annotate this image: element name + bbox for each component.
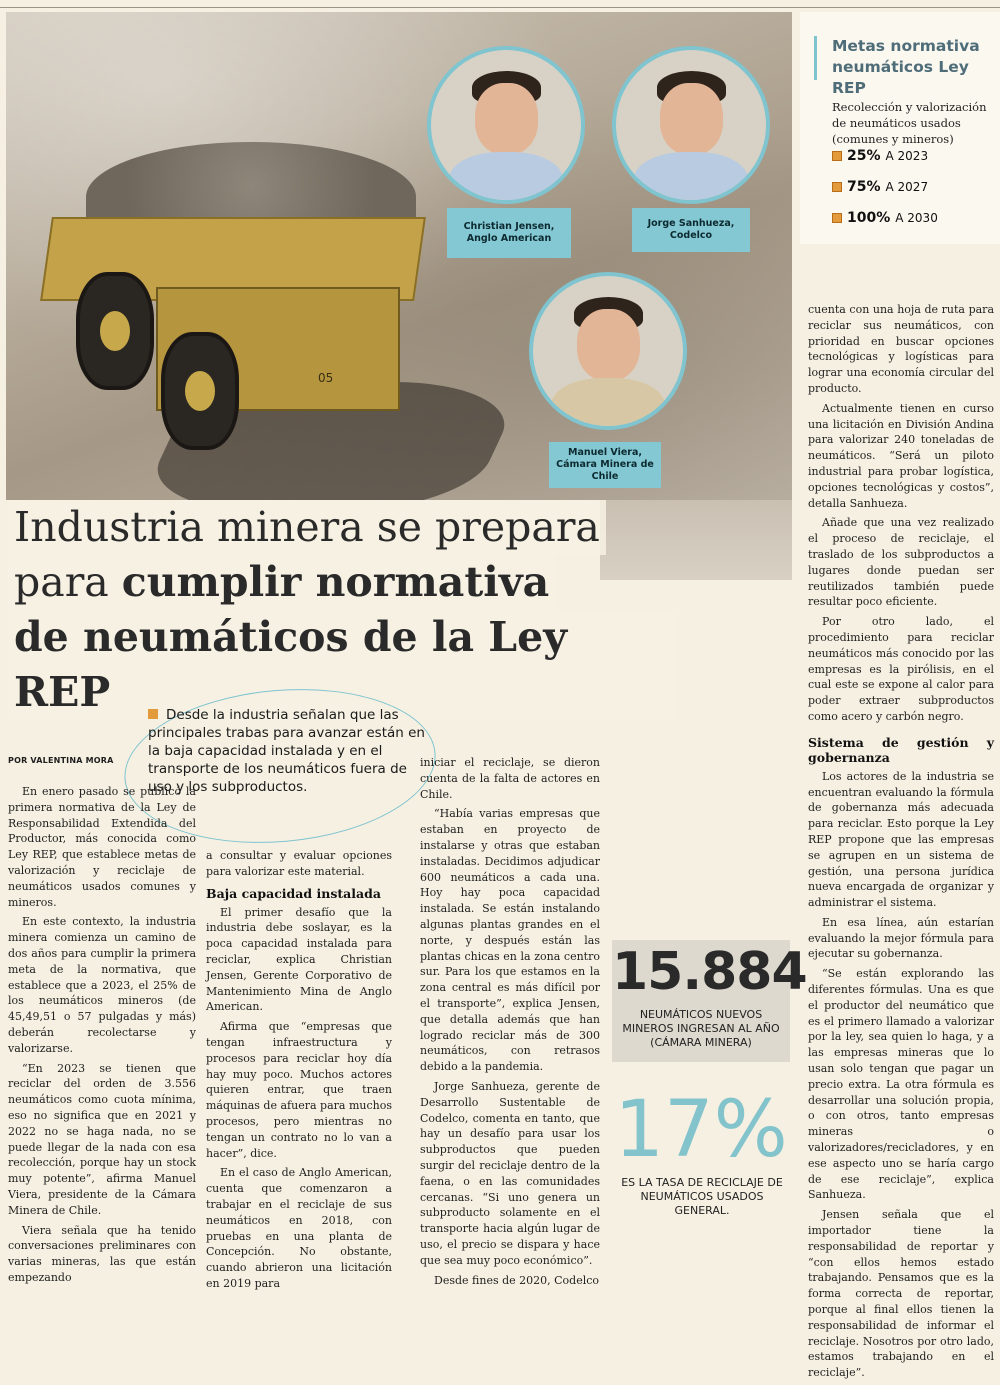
mining-truck-photo	[6, 12, 792, 500]
paragraph: iniciar el reciclaje, se dieron cuenta de la falta de actores en Chile.	[420, 756, 600, 801]
byline: POR VALENTINA MORA	[8, 756, 114, 765]
paragraph: Jensen señala que el importador tiene la responsabilidad de reportar y “con ellos hemos estado trabajando. Pensamos que es la forma correcta de reportar, porque al final ellos tienen la responsabilidad de informar el reciclaje. Nosotros por otro lado, estamos trabajando en el reciclaje”.	[808, 1208, 994, 1380]
headline-line-2: para cumplir normativa	[8, 555, 555, 610]
paragraph: En este contexto, la industria minera comienza un camino de dos años para cumplir la primera meta de la normativa, que establece que a 2023, el 25% de los neumáticos mineros (de 45,49,51 o 57 pulgadas y más) deberán recolectarse y valorizarse.	[8, 915, 196, 1055]
caption-manuel-viera: Manuel Viera, Cámara Minera de Chile	[549, 442, 661, 488]
sidebar-title: Metas normativa neumáticos Ley REP	[832, 37, 980, 97]
paragraph: Añade que una vez realizado el proceso de reciclaje, el traslado de los subproductos a lugares donde puedan ser reutilizados también puede resultar poco eficiente.	[808, 516, 994, 609]
stat-value-tires: 15.884	[612, 942, 807, 1002]
stat-value-recycling: 17%	[614, 1085, 788, 1175]
paragraph: Por otro lado, el procedimiento para reciclar neumáticos más conocido por las empresas es la pirólisis, en el cual este se expone al calor para poder extraer subproductos como acero y carbón negro.	[808, 615, 994, 723]
column-2	[206, 848, 392, 1296]
caption-christian-jensen: Christian Jensen, Anglo American	[447, 208, 571, 258]
bullet-square-icon	[832, 213, 842, 223]
paragraph: Viera señala que ha tenido conversaciones preliminares con varias mineras, las que están empezando	[8, 1223, 196, 1284]
column-4	[808, 302, 994, 1385]
paragraph: a consultar y evaluar opciones para valorizar este material.	[206, 849, 392, 878]
paragraph: Jorge Sanhueza, gerente de Desarrollo Sustentable de Codelco, comenta en tanto, que hay un desafío para usar los subproductos que pueden surgir del reciclaje dentro de la faena, o en las comunidades cercanas. “Si uno genera un subproducto solamente en el transporte hacia algún lugar de uso, el precio se dispara y hace que sea muy poco económico”.	[420, 1079, 600, 1267]
goal-item: 25% A 2023	[832, 148, 928, 164]
headline	[8, 500, 678, 720]
truck-wheel	[76, 272, 154, 390]
sidebar-accent-bar	[814, 36, 817, 80]
column-3	[420, 755, 600, 1292]
sidebar-subtitle: Recolección y valorización de neumáticos usados (comunes y mineros)	[832, 100, 987, 146]
stat-label-recycling: ES LA TASA DE RECICLAJE DE NEUMÁTICOS USADOS GENERAL.	[621, 1176, 783, 1217]
paragraph: “Había varias empresas que estaban en proyecto de instalarse y otras que estaban instaladas. Decidimos adjudicar 600 neumáticos a cada una. Hoy hay poca capacidad instalada. Se están instalando algunas plantas grandes en el norte, y después están las plantas chicas en la zona centro sur. Para los que estamos en la zona central es más difícil por el transporte”, explica Jensen, que detalla además que han logrado reciclar más de 300 neumáticos, con retrasos debido a la pandemia.	[420, 807, 600, 1074]
paragraph: “En 2023 se tienen que reciclar del orden de 3.556 neumáticos como cuota mínima, eso no significa que en 2021 y 2022 no se haga nada, no se puede llegar de la nada con esa recolección, porque hay un stock muy potente”, afirma Manuel Viera, presidente de la Cámara Minera de Chile.	[8, 1061, 196, 1217]
truck-number: 05	[318, 371, 334, 385]
caption-jorge-sanhueza: Jorge Sanhueza, Codelco	[632, 208, 750, 252]
paragraph: En enero pasado se publicó la primera normativa de la Ley de Responsabilidad Extendida del Productor, más conocida como Ley REP, que establece metas de valorización y reciclaje de neumáticos usados comunes y mineros.	[8, 785, 196, 909]
stat-label-tires: NEUMÁTICOS NUEVOS MINEROS INGRESAN AL AÑO (CÁMARA MINERA)	[622, 1008, 780, 1049]
column-1	[8, 784, 196, 1290]
paragraph: Los actores de la industria se encuentran evaluando la fórmula de gobernanza más adecuada para reciclar. Esto porque la Ley REP propone que las empresas se agrupen en un sistema de gestión, una persona jurídica nueva encargada de organizar y administrar el sistema.	[808, 769, 994, 910]
headline-line-3: de neumáticos de la Ley REP	[8, 610, 678, 720]
paragraph: En esa línea, aún estarían evaluando la mejor fórmula para ejecutar su gobernanza.	[808, 915, 994, 961]
paragraph: Actualmente tienen en curso una licitación en División Andina para valorizar 240 toneladas de neumáticos. “Será un piloto industrial para probar logística, opciones tecnológicas y costos”, detalla Sanhueza.	[808, 401, 994, 510]
subheading: Baja capacidad instalada	[206, 885, 381, 901]
lead-text: Desde la industria señalan que las principales trabas para avanzar están en la baja capacidad instalada y en el transporte de los neumáticos fuera de uso y los subproductos.	[148, 707, 425, 795]
paragraph: El primer desafío que la industria debe soslayar, es la poca capacidad instalada para reciclar, explica Christian Jensen, Gerente Corporativo de Mantenimiento Mina de Anglo American.	[206, 905, 392, 1014]
goal-item: 100% A 2030	[832, 210, 938, 226]
paragraph: cuenta con una hoja de ruta para reciclar sus neumáticos, con prioridad en buscar opciones tecnológicas y logísticas para lograr una economía circular del producto.	[808, 303, 994, 395]
paragraph: En el caso de Anglo American, cuenta que comenzaron a trabajar en el reciclaje de sus neumáticos en 2018, con pruebas en una planta de Concepción. No obstante, cuando abrieron una licitación en 2019 para	[206, 1166, 392, 1290]
subheading: Sistema de gestión y gobernanza	[808, 734, 994, 765]
goal-item: 75% A 2027	[832, 179, 928, 195]
portrait-jorge-sanhueza	[612, 46, 770, 204]
paragraph: “Se están explorando las diferentes fórmulas. Una es que el productor del neumático que es el primero llamado a valorizar por la ley, sea quien lo haga, y a las empresas mineras que lo usan solo tengan que pagar un precio extra. La otra fórmula es desarrollar una solución propia, o con otros, tanto empresas mineras o valorizadores/recicladores, y en ese aspecto uno se haría cargo de ese reciclaje”, explica Sanhueza.	[808, 967, 994, 1202]
paragraph: Afirma que “empresas que tengan infraestructura y procesos para reciclar hoy día hay muy poco. Muchos actores quieren entrar, que traen máquinas de afuera para muchos procesos, pero mientras no tengan un contrato no lo van a hacer”, dice.	[206, 1020, 392, 1160]
top-rule	[0, 7, 1000, 8]
headline-line-1: Industria minera se prepara	[8, 500, 606, 555]
portrait-manuel-viera	[529, 272, 687, 430]
paragraph: Desde fines de 2020, Codelco	[434, 1273, 600, 1287]
bullet-square-icon	[832, 182, 842, 192]
truck-wheel	[161, 332, 239, 450]
portrait-christian-jensen	[427, 46, 585, 204]
bullet-square-icon	[832, 151, 842, 161]
